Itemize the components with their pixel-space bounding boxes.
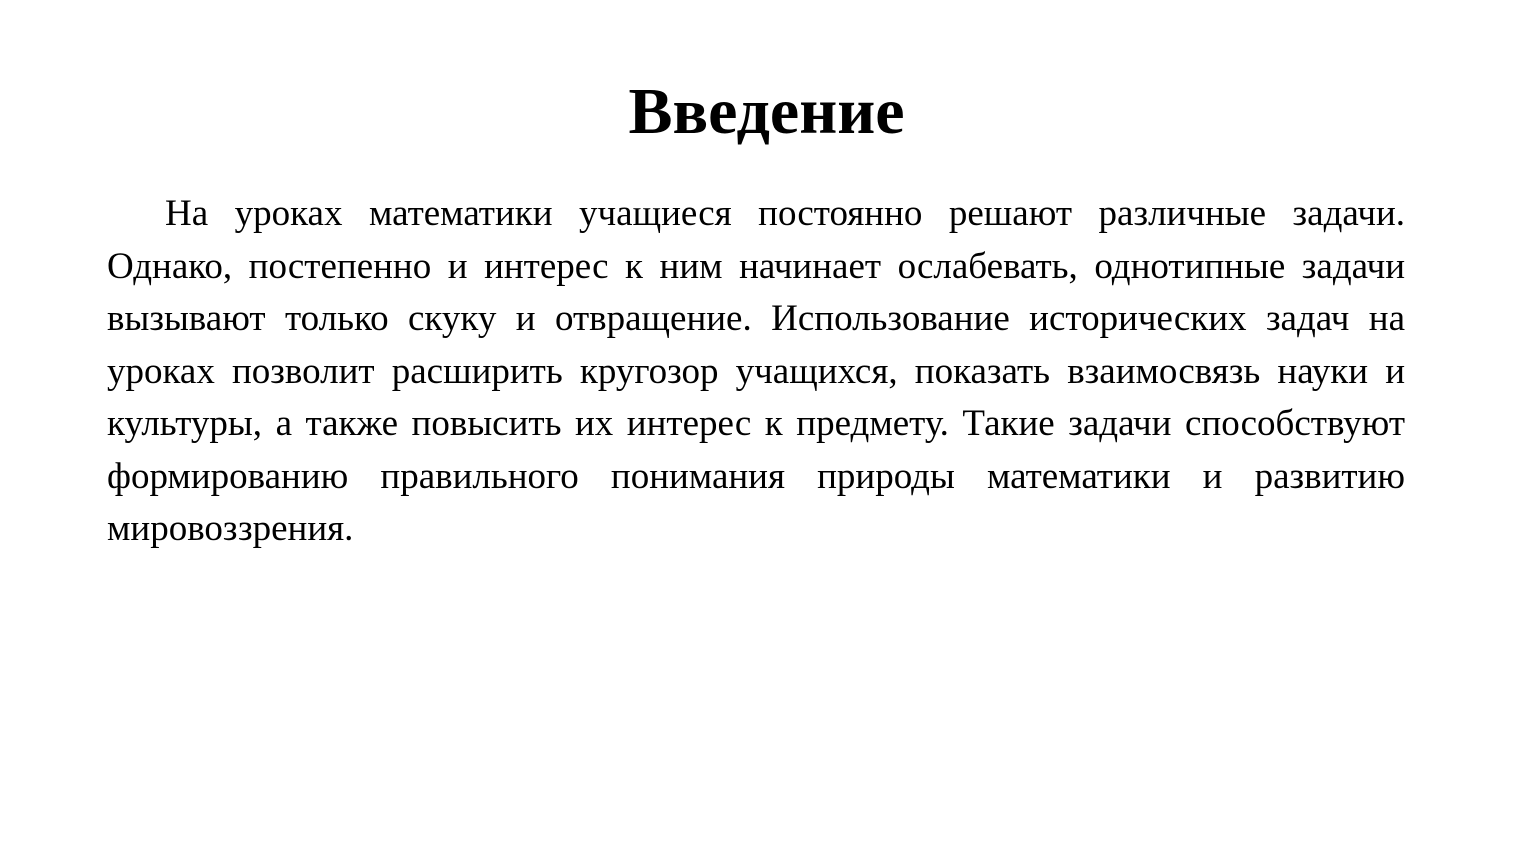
intro-paragraph: На уроках математики учащиеся постоянно решают различные задачи. Однако, постепенно и интерес к ним начинает ослабевать, однотипные задачи вызывают только скуку и отвращение. Использование исторических задач на уроках позволит расширить кругозор учащихся, показать взаимосвязь науки и культуры, а также повысить их интерес к предмету. Такие задачи способствуют формированию правильного понимания природы математики и развитию мировоззрения. (107, 193, 1405, 549)
slide-title: Введение (628, 75, 905, 148)
